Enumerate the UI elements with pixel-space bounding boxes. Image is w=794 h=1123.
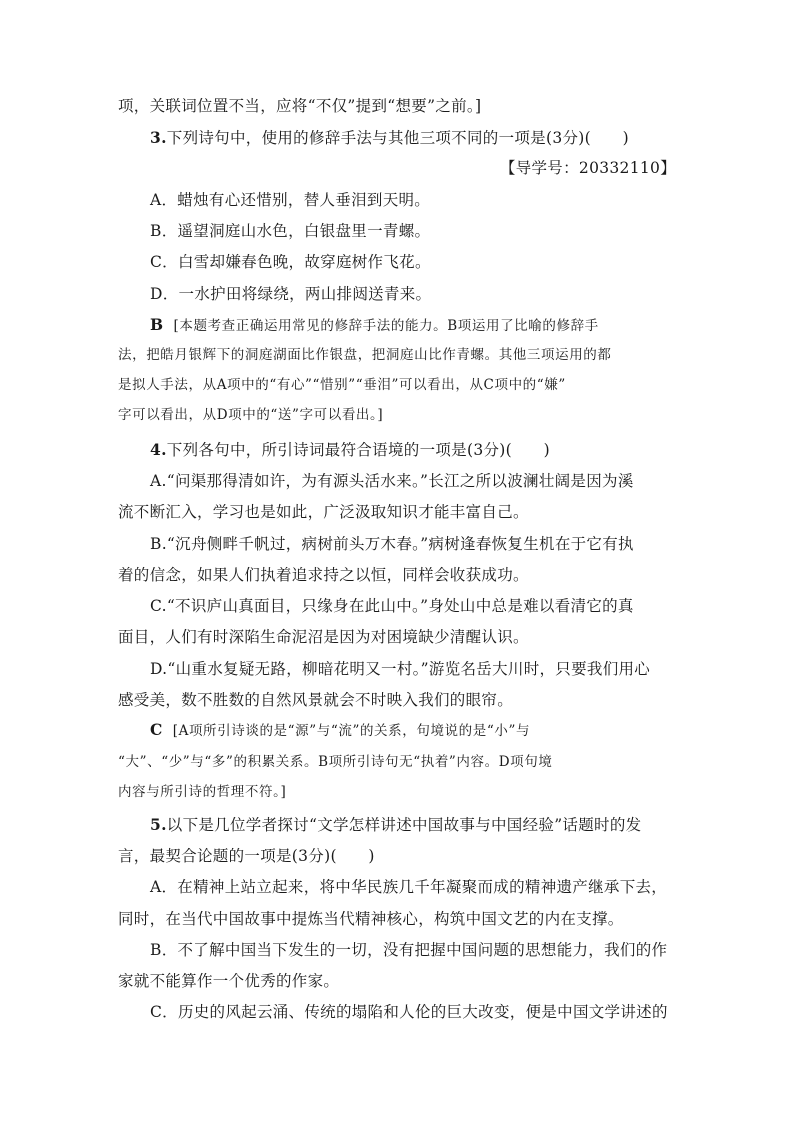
answer-mark: B — [150, 315, 164, 334]
answer-mark: C — [150, 720, 163, 739]
answer-3: B [本题考查正确运用常见的修辞手法的能力。B项运用了比喻的修辞手 — [150, 315, 599, 334]
option-d: D．一水护田将绿绕，两山排闼送青来。 — [150, 285, 432, 303]
question-3: 3.下列诗句中，使用的修辞手法与其他三项不同的一项是(3分)( ) — [150, 128, 629, 147]
option-c: C．历史的风起云涌、传统的塌陷和人伦的巨大改变，便是中国文学讲述的 — [150, 1003, 668, 1021]
question-5: 5.以下是几位学者探讨“文学怎样讲述中国故事与中国经验”话题时的发 — [150, 815, 642, 834]
option-b: B．不了解中国当下发生的一切，没有把握中国问题的思想能力，我们的作 — [150, 941, 668, 959]
option-c-cont: 面目，人们有时深陷生命泥沼是因为对困境缺少清醒认识。 — [118, 628, 529, 646]
option-d-cont: 感受美，数不胜数的自然风景就会不时映入我们的眼帘。 — [118, 691, 514, 709]
option-b: B.“沉舟侧畔千帆过，病树前头万木春。”病树逢春恢复生机在于它有执 — [150, 535, 634, 553]
option-a: A．在精神上站立起来，将中华民族几千年凝聚而成的精神遗产继承下去， — [150, 878, 668, 896]
answer-line: 法，把皓月银辉下的洞庭湖面比作银盘，把洞庭山比作青螺。其他三项运用的都 — [118, 347, 612, 363]
question-4: 4.下列各句中，所引诗词最符合语境的一项是(3分)( ) — [150, 440, 550, 459]
option-a-cont: 同时，在当代中国故事中提炼当代精神核心，构筑中国文艺的内在支撑。 — [118, 910, 624, 928]
question-number: 5. — [150, 815, 167, 834]
option-d: D.“山重水复疑无路，柳暗花明又一村。”游览名岳大川时，只要我们用心 — [150, 660, 651, 678]
option-a: A.“问渠那得清如许，为有源头活水来。”长江之所以波澜壮阔是因为溪 — [150, 472, 634, 490]
option-b-cont: 着的信念，如果人们执着追求持之以恒，同样会收获成功。 — [118, 566, 529, 584]
option-c: C．白雪却嫌春色晚，故穿庭树作飞花。 — [150, 253, 431, 271]
option-c: C.“不识庐山真面目，只缘身在此山中。”身处山中总是难以看清它的真 — [150, 597, 634, 615]
option-b: B．遥望洞庭山水色，白银盘里一青螺。 — [150, 222, 431, 240]
answer-4: C [A项所引诗谈的是“源”与“流”的关系，句境说的是“小”与 — [150, 720, 531, 739]
answer-line: 是拟人手法，从A项中的“有心”“惜别”“垂泪”可以看出，从C项中的“嫌” — [118, 377, 566, 393]
question-number: 4. — [150, 440, 167, 459]
option-b-cont: 家就不能算作一个优秀的作家。 — [118, 972, 340, 990]
text-line: 项，关联词位置不当，应将“不仅”提到“想要”之前。] — [118, 97, 482, 115]
answer-line: 字可以看出，从D项中的“送”字可以看出。] — [118, 407, 384, 423]
answer-line: 内容与所引诗的哲理不符。] — [118, 784, 287, 800]
answer-line: “大”、“少”与“多”的积累关系。B项所引诗句无“执着”内容。D项句境 — [118, 754, 553, 770]
option-a: A．蜡烛有心还惜别，替人垂泪到天明。 — [150, 191, 431, 209]
option-a-cont: 流不断汇入，学习也是如此，广泛汲取知识才能丰富自己。 — [118, 503, 529, 521]
question-number: 3. — [150, 128, 167, 147]
guide-number: 【导学号：20332110】 — [499, 159, 676, 177]
question-5-cont: 言，最契合论题的一项是(3分)( ) — [118, 847, 375, 865]
